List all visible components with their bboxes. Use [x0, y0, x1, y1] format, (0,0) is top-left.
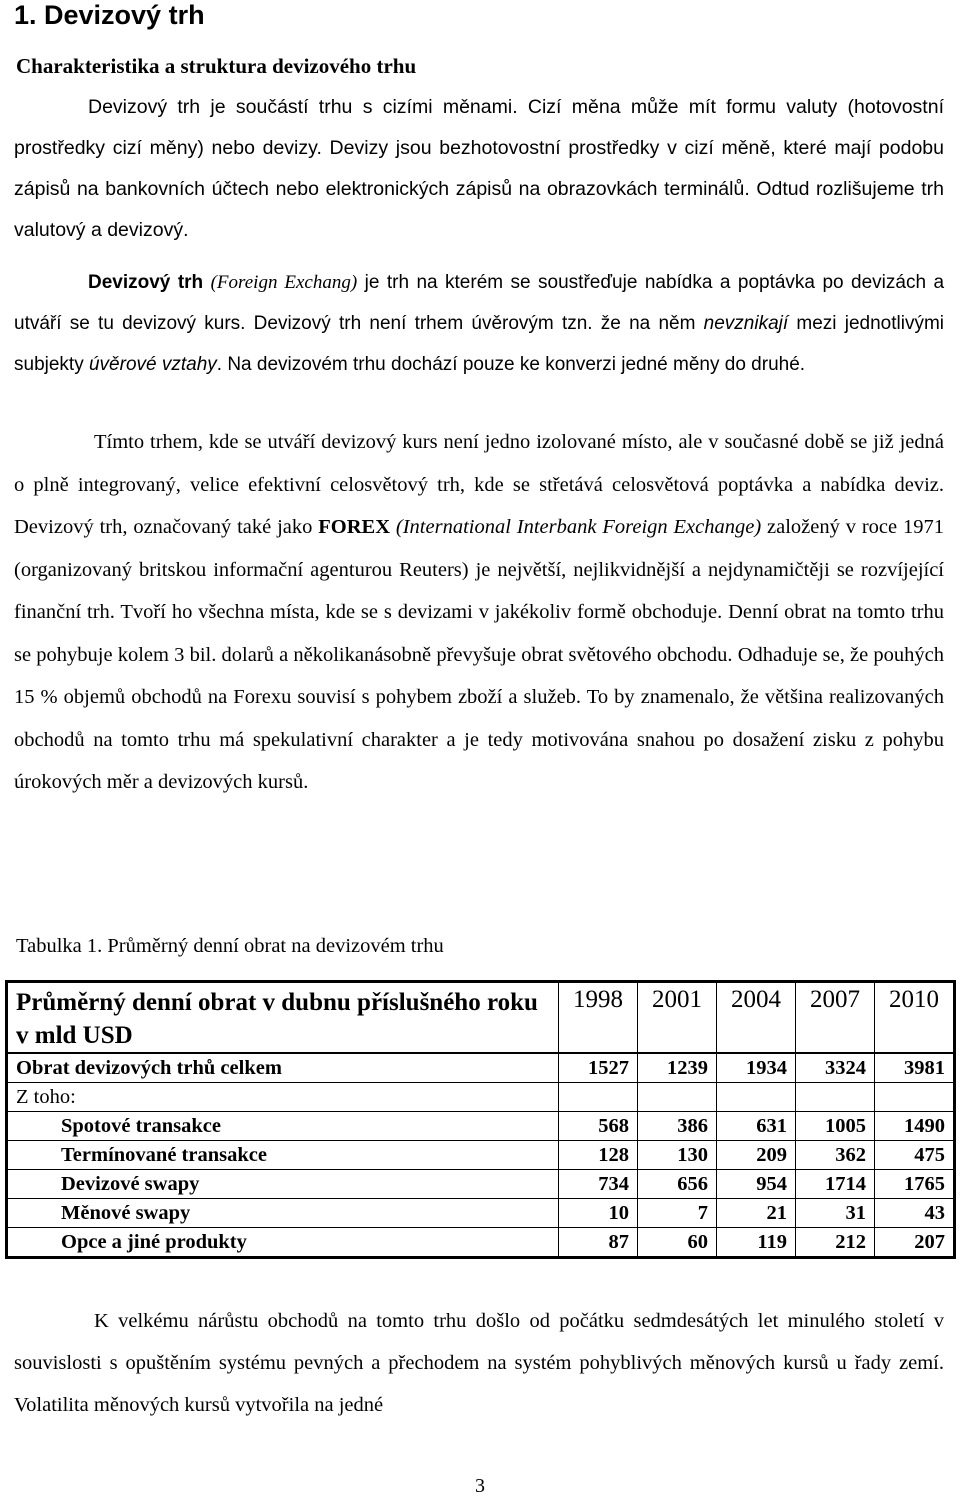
table-cell: 119 — [717, 1228, 796, 1258]
table-cell — [559, 1083, 638, 1112]
row-label: Termínované transakce — [7, 1141, 559, 1170]
paragraph-definition-text-a: je trh na kterém se soustřeďuje nabídka a poptávka po devizách a utváří se tu devizový kurs. Devizový trh není trhem úvěrovým tzn. že na něm — [14, 272, 945, 334]
table-cell: 43 — [875, 1199, 955, 1228]
table-header-row — [7, 982, 955, 1054]
table-row — [7, 1199, 955, 1228]
year-header: 2001 — [638, 982, 717, 1054]
table-cell — [717, 1083, 796, 1112]
table-cell: 475 — [875, 1141, 955, 1170]
table-cell: 1934 — [717, 1053, 796, 1083]
table-cell: 568 — [559, 1112, 638, 1141]
paragraph-forex — [14, 421, 944, 804]
table-cell: 3981 — [875, 1053, 955, 1083]
year-header: 2010 — [875, 982, 955, 1054]
paragraph-forex-text-a: Tímto trhem, kde se utváří devizový kurs není jedno izolované místo, ale v současné době se již jedná o plně integrovaný, velice efektivní celosvětový trh, kde se střetává celosvětová poptávka a nabídka deviz. Devizový trh, označovaný také jako — [14, 431, 944, 538]
table-caption: Tabulka 1. Průměrný denní obrat na devizovém trhu — [16, 935, 444, 957]
row-label: Z toho: — [7, 1083, 559, 1112]
table-cell: 1005 — [796, 1112, 875, 1141]
table-row — [7, 1112, 955, 1141]
table-cell: 3324 — [796, 1053, 875, 1083]
table-row — [7, 1083, 955, 1112]
table-cell: 1765 — [875, 1170, 955, 1199]
table-row — [7, 1170, 955, 1199]
table-cell: 7 — [638, 1199, 717, 1228]
table-row — [7, 1141, 955, 1170]
page-number: 3 — [475, 1475, 485, 1497]
table-cell: 128 — [559, 1141, 638, 1170]
table-cell — [875, 1083, 955, 1112]
table-cell: 21 — [717, 1199, 796, 1228]
table-cell: 386 — [638, 1112, 717, 1141]
table-cell: 87 — [559, 1228, 638, 1258]
section-heading: Charakteristika a struktura devizového trhu — [16, 54, 417, 78]
term-foreign-exchang: (Foreign Exchang) — [210, 272, 358, 293]
table-cell: 656 — [638, 1170, 717, 1199]
row-label: Devizové swapy — [7, 1170, 559, 1199]
table-cell: 130 — [638, 1141, 717, 1170]
table-cell: 954 — [717, 1170, 796, 1199]
term-devizovy-trh: Devizový trh — [88, 272, 204, 293]
table-cell — [796, 1083, 875, 1112]
table-row — [7, 1228, 955, 1258]
paragraph-definition — [14, 262, 944, 385]
year-header: 2007 — [796, 982, 875, 1054]
table-cell: 60 — [638, 1228, 717, 1258]
year-header: 2004 — [717, 982, 796, 1054]
term-forex: FOREX — [318, 516, 391, 538]
table-cell: 207 — [875, 1228, 955, 1258]
table-cell: 631 — [717, 1112, 796, 1141]
row-label: Spotové transakce — [7, 1112, 559, 1141]
paragraph-definition-text-c: . Na devizovém trhu dochází pouze ke konverzi jedné měny do druhé. — [216, 354, 806, 375]
table-cell: 212 — [796, 1228, 875, 1258]
paragraph-definition-text-b: mezi jednotlivými subjekty — [14, 313, 945, 375]
year-header: 1998 — [559, 982, 638, 1054]
table-cell: 1239 — [638, 1053, 717, 1083]
row-label: Obrat devizových trhů celkem — [7, 1053, 559, 1083]
paragraph-growth — [14, 1300, 944, 1426]
turnover-table — [5, 980, 956, 1259]
table-cell: 362 — [796, 1141, 875, 1170]
table-row — [7, 1053, 955, 1083]
chapter-title: 1. Devizový trh — [14, 0, 205, 30]
table-cell: 209 — [717, 1141, 796, 1170]
table-cell — [638, 1083, 717, 1112]
term-international-interbank: (International Interbank Foreign Exchange) — [395, 516, 762, 538]
paragraph-intro — [14, 87, 944, 251]
row-label: Měnové swapy — [7, 1199, 559, 1228]
turnover-table-body — [7, 982, 955, 1258]
table-cell: 734 — [559, 1170, 638, 1199]
term-uverove-vztahy: úvěrové vztahy — [88, 354, 217, 375]
paragraph-growth-text: K velkému nárůstu obchodů na tomto trhu došlo od počátku sedmdesátých let minulého století v souvislosti s opuštěním systému pevných a přechodem na systém pohyblivých měnových kursů u řady zemí. Volatilita měnových kursů vytvořila na jedné — [14, 1310, 944, 1416]
table-cell: 1490 — [875, 1112, 955, 1141]
paragraph-forex-text-b: založený v roce 1971 (organizovaný britskou informační agenturou Reuters) je největší, nejlikvidnější a nejdynamičtěji se rozvíjející finanční trh. Tvoří ho všechna místa, kde se s devizami v jakékoliv formě obchoduje. Denní obrat na tomto trhu se pohybuje kolem 3 bil. dolarů a několikanásobně převyšuje obrat světového obchodu. Odhaduje se, že pouhých 15 % objemů obchodů na Forexu souvisí s pohybem zboží a služeb. To by znamenalo, že většina realizovaných obchodů na tomto trhu má spekulativní charakter a je tedy motivována snahou po dosažení zisku z pohybu úrokových měr a devizových kursů. — [14, 516, 945, 793]
table-cell: 1527 — [559, 1053, 638, 1083]
table-cell: 1714 — [796, 1170, 875, 1199]
table-cell: 10 — [559, 1199, 638, 1228]
paragraph-intro-text: Devizový trh je součástí trhu s cizími měnami. Cizí měna může mít formu valuty (hotovostní prostředky cizí měny) nebo devizy. Devizy jsou bezhotovostní prostředky v cizí měně, které mají podobu zápisů na bankovních účtech nebo elektronických zápisů na obrazovkách terminálů. Odtud rozlišujeme trh valutový a devizový. — [14, 96, 944, 241]
table-cell: 31 — [796, 1199, 875, 1228]
term-nevznikaji: nevznikají — [703, 313, 789, 334]
row-label: Opce a jiné produkty — [7, 1228, 559, 1258]
table-header-label: Průměrný denní obrat v dubnu příslušného roku v mld USD — [7, 982, 559, 1054]
